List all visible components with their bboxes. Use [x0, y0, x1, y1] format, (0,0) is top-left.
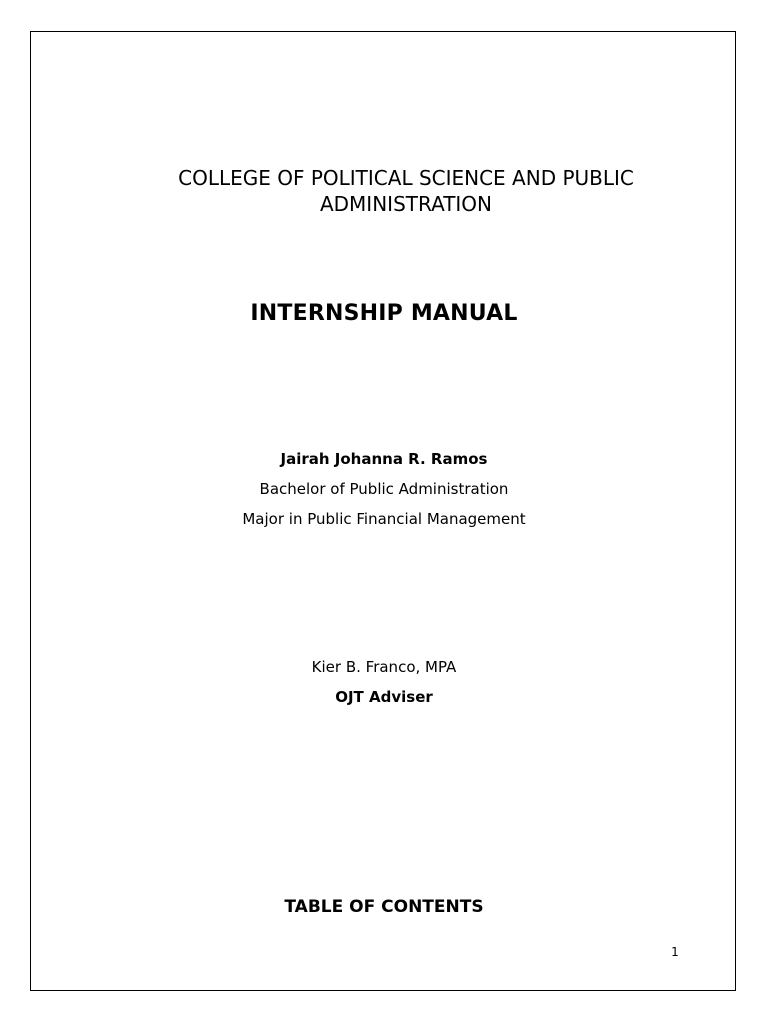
student-degree: Bachelor of Public Administration	[259, 480, 509, 498]
college-title: COLLEGE OF POLITICAL SCIENCE AND PUBLIC ADMINISTRATION	[178, 166, 634, 216]
adviser-name: Kier B. Franco, MPA	[311, 658, 457, 676]
adviser-role: OJT Adviser	[335, 688, 433, 706]
student-name: Jairah Johanna R. Ramos	[280, 450, 488, 468]
table-of-contents-heading: TABLE OF CONTENTS	[284, 897, 484, 917]
student-major: Major in Public Financial Management	[242, 510, 526, 528]
document-title: INTERNSHIP MANUAL	[250, 301, 518, 326]
page-number: 1	[671, 945, 679, 959]
